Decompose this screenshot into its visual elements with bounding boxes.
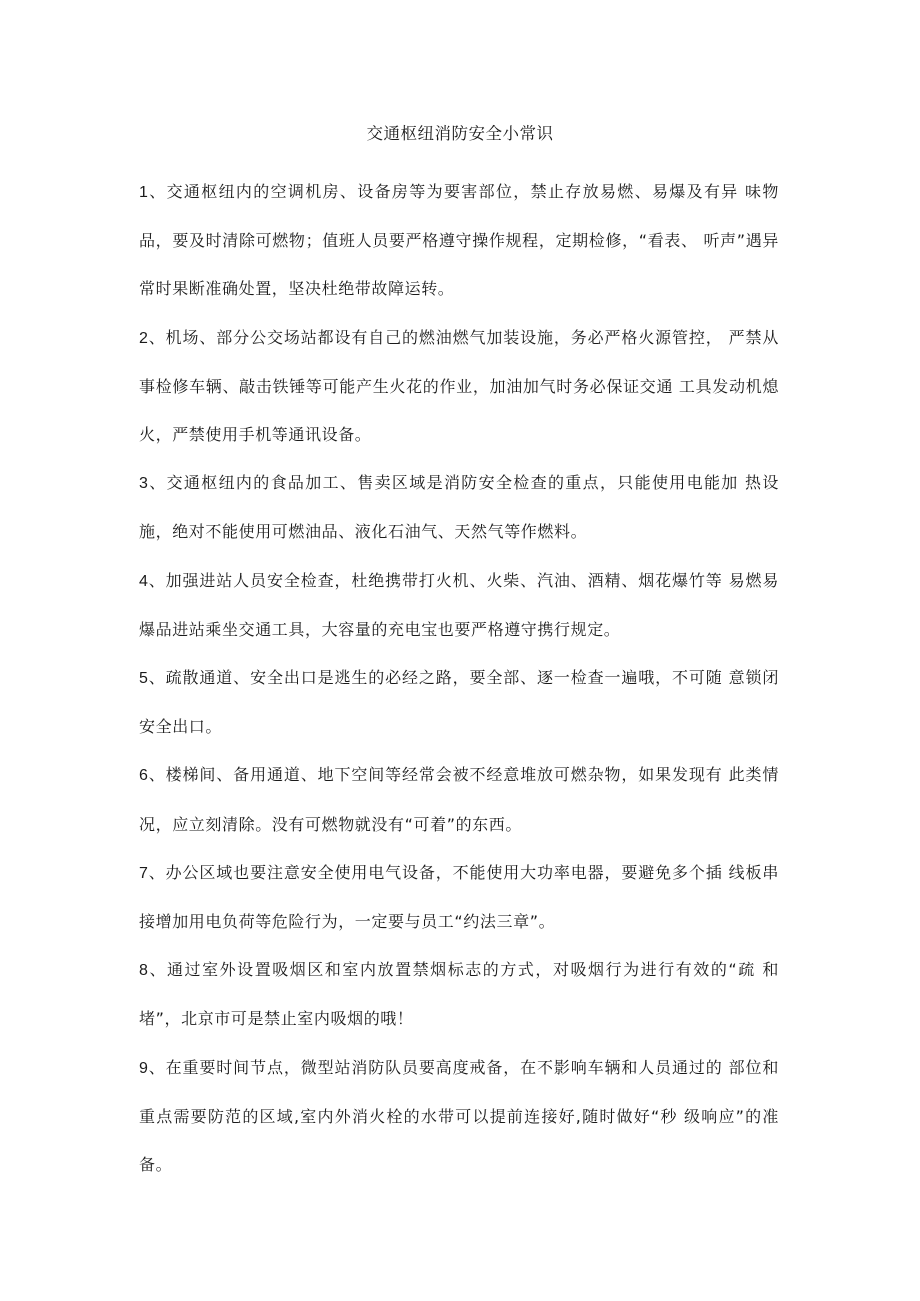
paragraph-3 (139, 459, 779, 556)
paragraph-text: 加强进站人员安全检查，杜绝携带打火机、火柴、汽油、酒精、烟花爆竹等 易燃易爆品进站乘坐交通工具，大容量的充电宝也要严格遵守携行规定。 (139, 570, 779, 639)
paragraph-number: 6 (139, 767, 149, 785)
paragraph-number: 2 (139, 329, 149, 347)
paragraph-separator: 、 (148, 668, 166, 688)
paragraph-4 (139, 557, 779, 654)
paragraph-text: 办公区域也要注意安全使用电气设备，不能使用大功率电器，要避免多个插 线板串接增加用电负荷等危险行为，一定要与员工“约法三章”。 (139, 862, 779, 932)
paragraph-separator: 、 (148, 327, 166, 347)
paragraph-8 (139, 946, 779, 1043)
paragraph-separator: 、 (148, 960, 167, 980)
paragraph-number: 7 (139, 864, 149, 882)
paragraph-1 (139, 168, 779, 314)
paragraph-text: 在重要时间节点，微型站消防队员要高度戒备，在不影响车辆和人员通过的 部位和重点需要防范的区域,室内外消火栓的水带可以提前连接好,随时做好“秒 级响应”的准备。 (139, 1057, 779, 1175)
paragraph-number: 1 (139, 184, 149, 201)
paragraph-text: 机场、部分公交场站都设有自己的燃油燃气加装设施，务必严格火源管控， 严禁从事检修车辆、敲击铁锤等可能产生火花的作业，加油加气时务必保证交通 工具发动机熄火，严禁使用手机等通讯设备。 (139, 327, 779, 445)
paragraph-text: 通过室外设置吸烟区和室内放置禁烟标志的方式，对吸烟行为进行有效的“疏 和堵”，北京市可是禁止室内吸烟的哦！ (139, 960, 779, 1029)
document-title: 交通枢纽消防安全小常识 (366, 124, 554, 143)
paragraph-6 (139, 751, 779, 848)
paragraph-separator: 、 (148, 182, 167, 201)
paragraph-separator: 、 (148, 473, 167, 493)
paragraph-7 (139, 849, 779, 946)
paragraph-number: 8 (139, 962, 149, 980)
paragraph-5 (139, 654, 779, 751)
paragraph-separator: 、 (148, 570, 166, 590)
paragraph-text: 楼梯间、备用通道、地下空间等经常会被不经意堆放可燃杂物，如果发现有 此类情况，应立刻清除。没有可燃物就没有“可着”的东西。 (139, 765, 779, 834)
paragraph-number: 9 (139, 1059, 149, 1077)
paragraph-text: 交通枢纽内的食品加工、售卖区域是消防安全检查的重点，只能使用电能加 热设施，绝对不能使用可燃油品、液化石油气、天然气等作燃料。 (139, 473, 779, 542)
paragraph-separator: 、 (148, 765, 166, 785)
paragraph-2 (139, 314, 779, 460)
paragraph-number: 4 (139, 572, 149, 590)
paragraph-separator: 、 (148, 862, 166, 882)
document-body (139, 168, 779, 1189)
paragraph-number: 3 (139, 475, 149, 493)
paragraph-number: 5 (139, 670, 149, 688)
paragraph-text: 疏散通道、安全出口是逃生的必经之路，要全部、逐一检查一遍哦，不可随 意锁闭安全出口。 (139, 668, 779, 737)
paragraph-9 (139, 1044, 779, 1190)
paragraph-separator: 、 (148, 1057, 166, 1077)
paragraph-text: 交通枢纽内的空调机房、设备房等为要害部位，禁止存放易燃、易爆及有异 味物品，要及时清除可燃物；值班人员要严格遵守操作规程，定期检修，“看表、 听声”遇异常时果断准确处置，坚决杜绝带故障运转。 (139, 182, 779, 299)
